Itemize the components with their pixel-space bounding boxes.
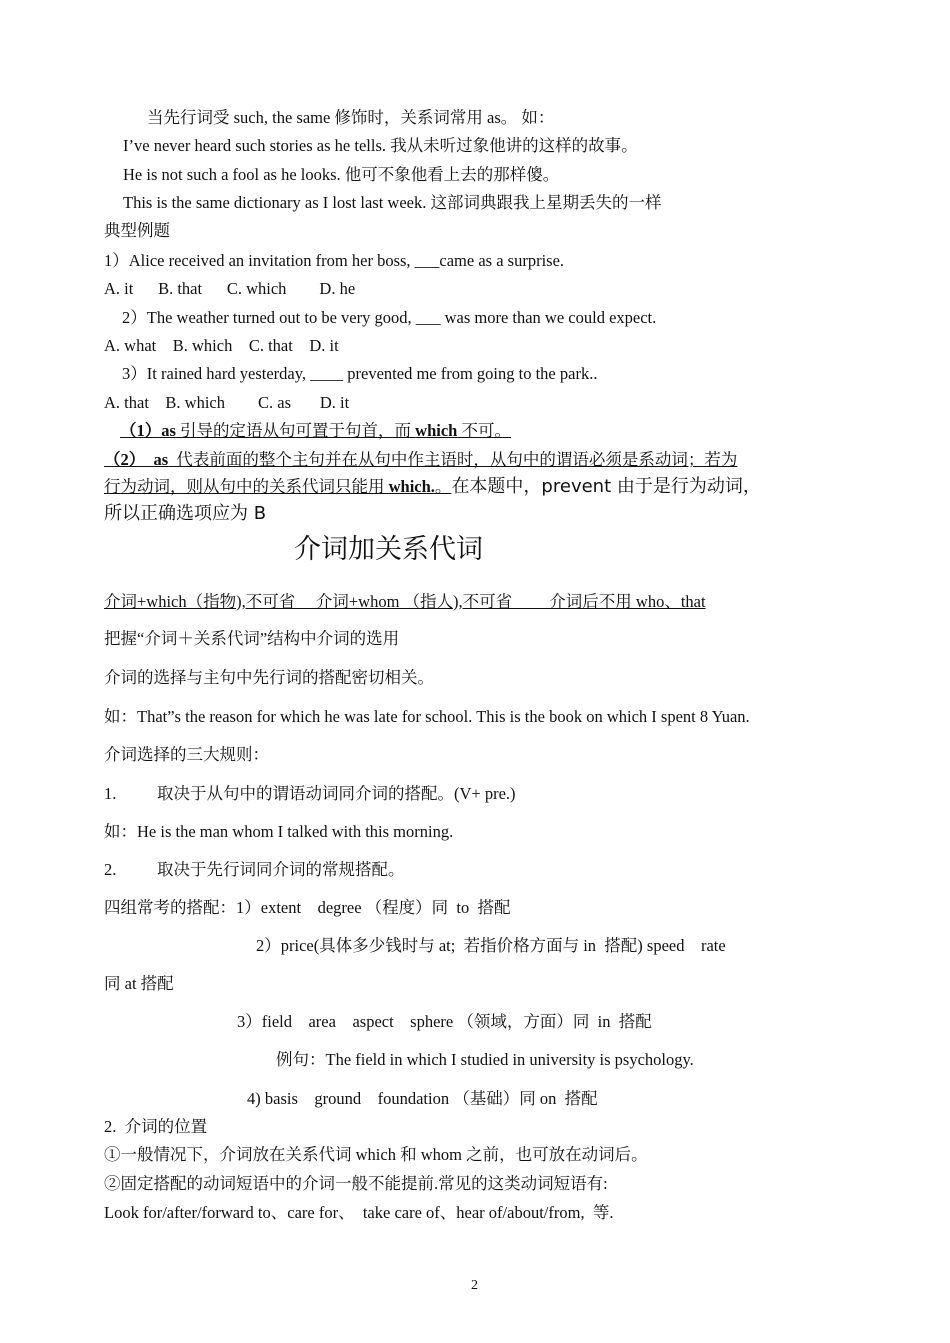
- body-line: 介词选择的三大规则：: [104, 745, 269, 764]
- page-number: 2: [471, 1278, 478, 1293]
- rule-2-number: 2.: [104, 860, 117, 879]
- note-1-text: 引导的定语从句可置于句首，而: [175, 421, 416, 440]
- question-1-options: A. it B. that C. which D. he: [104, 279, 356, 298]
- rule-1-number: 1.: [104, 784, 117, 803]
- rule-intro: 当先行词受 such, the same 修饰时，关系词常用 as。 如：: [147, 108, 555, 127]
- collocation-2-cont: 同 at 搭配: [104, 974, 174, 993]
- question-3-options: A. that B. which C. as D. it: [104, 393, 350, 412]
- note-3-which: which.: [388, 477, 435, 496]
- example-line: 例句：The field in which I studied in university is psychology.: [276, 1050, 694, 1069]
- rule-1-text: 取决于从句中的谓语动词同介词的搭配。(V+ pre.): [157, 784, 516, 803]
- collocation-1: 四组常考的搭配：1）extent degree （程度）同 to 搭配: [104, 898, 511, 917]
- body-line: ②固定搭配的动词短语中的介词一般不能提前.常见的这类动词短语有:: [104, 1174, 608, 1193]
- collocation-4: 4) basis ground foundation （基础）同 on 搭配: [247, 1089, 598, 1108]
- body-line: ①一般情况下，介词放在关系代词 which 和 whom 之前，也可放在动词后。: [104, 1145, 648, 1164]
- body-line: 介词的选择与主句中先行词的搭配密切相关。: [104, 668, 434, 687]
- body-line: Look for/after/forward to、care for、 take care of、hear of/about/from, 等.: [104, 1203, 614, 1222]
- note-3-explanation: 在本题中，prevent 由于是行为动词，: [451, 476, 761, 497]
- question-2: 2）The weather turned out to be very good, ___ was more than we could expect.: [122, 308, 657, 327]
- body-line: 把握“介词＋关系代词”结构中介词的选用: [104, 629, 400, 648]
- subsection-title: 2. 介词的位置: [104, 1117, 208, 1136]
- note-2-label: （2） as: [104, 450, 169, 469]
- note-2-text: 代表前面的整个主句并在从句中作主语时，从句中的谓语必须是系动词；若为: [168, 450, 738, 469]
- question-2-options: A. what B. which C. that D. it: [104, 336, 339, 355]
- question-3: 3）It rained hard yesterday, ____ prevented me from going to the park..: [122, 364, 598, 383]
- question-1: 1）Alice received an invitation from her boss, ___came as a surprise.: [104, 251, 565, 270]
- note-1: [120, 420, 590, 442]
- collocation-3: 3）field area aspect sphere （领域，方面）同 in 搭配: [237, 1012, 652, 1031]
- rule-2-text: 取决于先行词同介词的常规搭配。: [157, 860, 405, 879]
- section-label: 典型例题: [104, 221, 170, 240]
- note-3-text: 行为动词，则从句中的关系代词只能用: [104, 477, 389, 496]
- example-sentence: I’ve never heard such stories as he tells. 我从未听过象他讲的这样的故事。: [123, 136, 638, 155]
- rule-summary: 介词+which（指物),不可省 介词+whom （指人),不可省 介词后不用 who、that: [104, 592, 706, 611]
- note-1-which: which: [415, 421, 458, 440]
- note-3: [104, 476, 761, 498]
- note-2: [104, 449, 737, 471]
- note-1-label: （1）as: [120, 421, 176, 440]
- note-1-end: 不可。: [457, 421, 511, 440]
- note-3-period: 。: [434, 477, 452, 496]
- example-sentence: This is the same dictionary as I lost last week. 这部词典跟我上星期丢失的一样: [123, 193, 662, 212]
- answer-line: 所以正确选项应为 B: [104, 503, 267, 524]
- collocation-2: 2）price(具体多少钱时与 at; 若指价格方面与 in 搭配) speed rate: [256, 936, 726, 955]
- section-heading: 介词加关系代词: [294, 534, 483, 565]
- example-line: 如：He is the man whom I talked with this morning.: [104, 822, 454, 841]
- example-line: 如：That”s the reason for which he was late for school. This is the book on which I spent 8 Yuan.: [104, 707, 750, 726]
- example-sentence: He is not such a fool as he looks. 他可不象他看上去的那样傻。: [123, 165, 560, 184]
